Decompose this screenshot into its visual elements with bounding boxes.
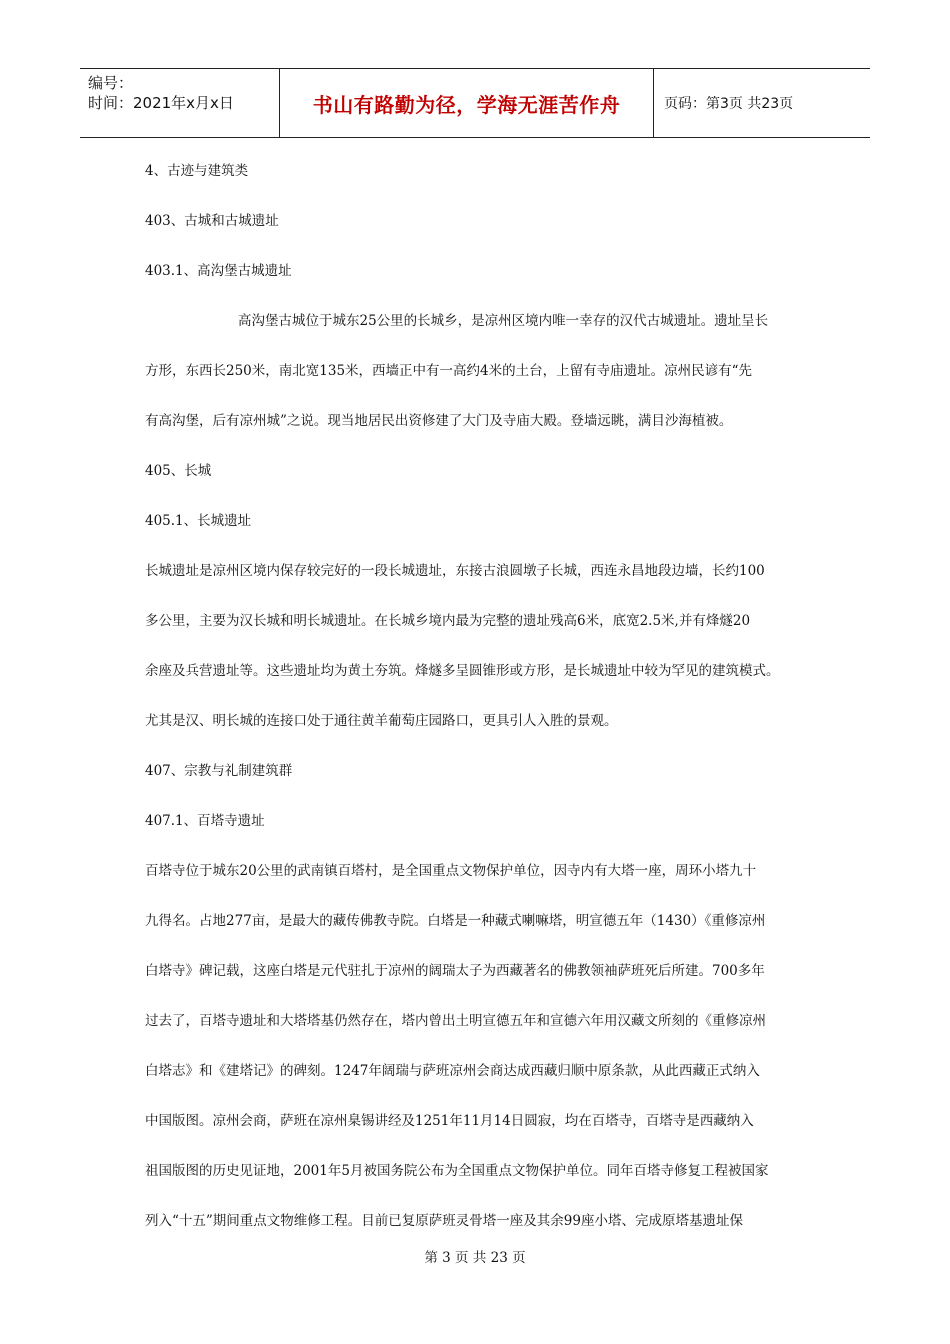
text-line: 九得名。占地277亩，是最大的藏传佛教寺院。白塔是一种藏式喇嘛塔，明宣德五年（1430）《重修凉州 [145, 913, 766, 929]
footer-page-number: 第 3 页 共 23 页 [424, 1250, 526, 1266]
page-footer [0, 1246, 950, 1266]
text-line: 405.1、长城遗址 [145, 513, 252, 529]
text-line: 405、长城 [145, 463, 212, 479]
text-line: 白塔志》和《建塔记》的碑刻。1247年阔瑞与萨班凉州会商达成西藏归顺中原条款，从此西藏正式纳入 [145, 1063, 760, 1079]
text-line: 祖国版图的历史见证地，2001年5月被国务院公布为全国重点文物保护单位。同年百塔寺修复工程被国家 [145, 1163, 769, 1179]
document-date-label: 时间：2021年x月x日 [88, 94, 234, 112]
text-line: 403.1、高沟堡古城遗址 [145, 263, 292, 279]
page-header [80, 68, 870, 138]
text-line: 长城遗址是凉州区境内保存较完好的一段长城遗址，东接古浪圆墩子长城，西连永昌地段边墙，长约100 [145, 563, 765, 579]
header-page-number: 页码：第3页 共23页 [664, 96, 794, 112]
text-line: 余座及兵营遗址等。这些遗址均为黄土夯筑。烽燧多呈圆锥形或方形，是长城遗址中较为罕见的建筑模式。 [145, 663, 780, 679]
header-info-cell [80, 69, 280, 137]
text-line: 过去了，百塔寺遗址和大塔塔基仍然存在，塔内曾出土明宣德五年和宣德六年用汉藏文所刻的《重修凉州 [145, 1013, 766, 1029]
header-motto-cell [280, 69, 654, 137]
document-body [145, 150, 825, 1250]
header-page-cell [654, 69, 870, 137]
text-line: 百塔寺位于城东20公里的武南镇百塔村，是全国重点文物保护单位，因寺内有大塔一座，周环小塔九十 [145, 863, 757, 879]
text-line: 多公里，主要为汉长城和明长城遗址。在长城乡境内最为完整的遗址残高6米，底宽2.5米,并有烽燧20 [145, 613, 751, 629]
text-line: 方形，东西长250米，南北宽135米，西墙正中有一高约4米的土台，上留有寺庙遗址。凉州民谚有“先 [145, 363, 753, 379]
text-line: 有高沟堡，后有凉州城”之说。现当地居民出资修建了大门及寺庙大殿。登墙远眺，满目沙海植被。 [145, 413, 733, 429]
text-line: 列入“十五”期间重点文物维修工程。目前已复原萨班灵骨塔一座及其余99座小塔、完成原塔基遗址保 [145, 1213, 743, 1229]
document-number-label: 编号： [88, 74, 134, 92]
text-line: 白塔寺》碑记载，这座白塔是元代驻扎于凉州的阔瑞太子为西藏著名的佛教领袖萨班死后所建。700多年 [145, 963, 765, 979]
text-line: 中国版图。凉州会商，萨班在凉州臬锡讲经及1251年11月14日圆寂，均在百塔寺，百塔寺是西藏纳入 [145, 1113, 754, 1129]
text-line: 403、古城和古城遗址 [145, 213, 279, 229]
header-motto: 书山有路勤为径，学海无涯苦作舟 [312, 92, 621, 117]
text-line: 4、古迹与建筑类 [145, 163, 249, 179]
text-line: 407.1、百塔寺遗址 [145, 813, 265, 829]
text-line: 407、宗教与礼制建筑群 [145, 763, 293, 779]
text-line: 高沟堡古城位于城东25公里的长城乡，是凉州区境内唯一幸存的汉代古城遗址。遗址呈长 [238, 313, 769, 329]
text-line: 尤其是汉、明长城的连接口处于通往黄羊葡萄庄园路口，更具引人入胜的景观。 [145, 713, 618, 729]
